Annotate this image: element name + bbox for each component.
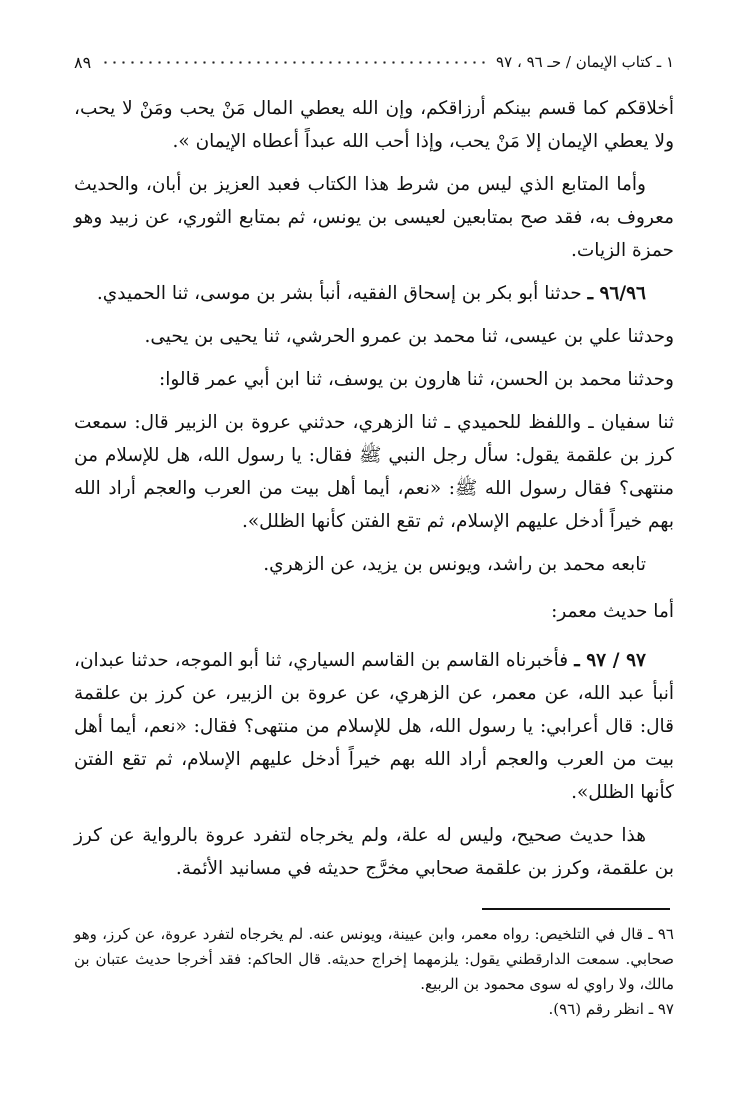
- page-number: ٨٩: [74, 52, 92, 72]
- hadith-96-line3: وحدثنا محمد بن الحسن، ثنا هارون بن يوسف، ثنا ابن أبي عمر قالوا:: [159, 369, 674, 390]
- running-header: [74, 48, 674, 76]
- hadith-96-number: ٩٦/٩٦ ـ: [587, 283, 646, 304]
- hadith-96-follow: تابعه محمد بن راشد، ويونس بن يزيد، عن الزهري.: [263, 554, 646, 575]
- paragraph-continuation: أخلاقكم كما قسم بينكم أرزاقكم، وإن الله يعطي المال مَنْ يحب ومَنْ لا يحب، ولا يعطي الإيمان إلا مَنْ يحب، وإذا أحب الله عبداً أعطاه الإيمان ».: [74, 98, 674, 152]
- closing-paragraph: هذا حديث صحيح، وليس له علة، ولم يخرجاه لتفرد عروة بالرواية عن كرز بن علقمة، وكرز بن علقمة صحابي مخرَّج حديثه في مسانيد الأئمة.: [74, 825, 674, 879]
- footnote-97: ٩٧ ـ انظر رقم (٩٦).: [548, 1000, 674, 1018]
- hadith-96-line1: حدثنا أبو بكر بن إسحاق الفقيه، أنبأ بشر بن موسى، ثنا الحميدي.: [96, 283, 582, 304]
- hadith-96-text: ثنا سفيان ـ واللفظ للحميدي ـ ثنا الزهري، حدثني عروة بن الزبير قال: سمعت كرز بن علقمة يقول: سأل رجل النبي ﷺ فقال: يا رسول الله، هل للإسلام من منتهى؟ فقال رسول الله ﷺ: «نعم، أيما أهل بيت من العرب والعجم أراد الله بهم خيراً أدخل عليهم الإسلام، ثم تقع الفتن كأنها الظلل».: [74, 412, 674, 532]
- leader-dots: [101, 61, 486, 64]
- hadith-96-line2: وحدثنا علي بن عيسى، ثنا محمد بن عمرو الحرشي، ثنا يحيى بن يحيى.: [144, 326, 674, 347]
- hadith-97-number: ٩٧ / ٩٧ ـ: [574, 650, 646, 671]
- footnote-divider: [482, 908, 670, 910]
- main-text: [74, 92, 674, 895]
- footnote-96: ٩٦ ـ قال في التلخيص: رواه معمر، وابن عيينة، ويونس عنه. لم يخرجاه لتفرد عروة، عن كرز، وهو صحابي. سمعت الدارقطني يقول: يلزمهما إخراج حديثه. قال الحاكم: فقد أخرجا حديث عتبان بن مالك، ولا راوي له سوى محمود بن الربيع.: [74, 925, 674, 993]
- chapter-title: ١ ـ كتاب الإيمان / حـ ٩٦ ، ٩٧: [496, 53, 674, 71]
- footnotes: [74, 922, 674, 1022]
- section-heading-mamar: أما حديث معمر:: [551, 601, 674, 622]
- paragraph-mutabi: وأما المتابع الذي ليس من شرط هذا الكتاب فعبد العزيز بن أبان، والحديث معروف به، فقد صح بمتابعين لعيسى بن يونس، ثم بمتابع الثوري، عن زبيد وهو حمزة الزيات.: [74, 174, 674, 261]
- hadith-97-text: فأخبرناه القاسم بن القاسم السياري، ثنا أبو الموجه، حدثنا عبدان، أنبأ عبد الله، عن معمر، عن الزهري، عن عروة بن الزبير، عن كرز بن علقمة قال: قال أعرابي: يا رسول الله، هل للإسلام من منتهى؟ فقال: «نعم، أيما أهل بيت من العرب والعجم أراد الله بهم خيراً أدخل عليهم الإسلام، ثم تقع الفتن كأنها الظلل».: [74, 650, 674, 803]
- hadith-97: [74, 644, 674, 809]
- hadith-96-chain: [74, 277, 674, 310]
